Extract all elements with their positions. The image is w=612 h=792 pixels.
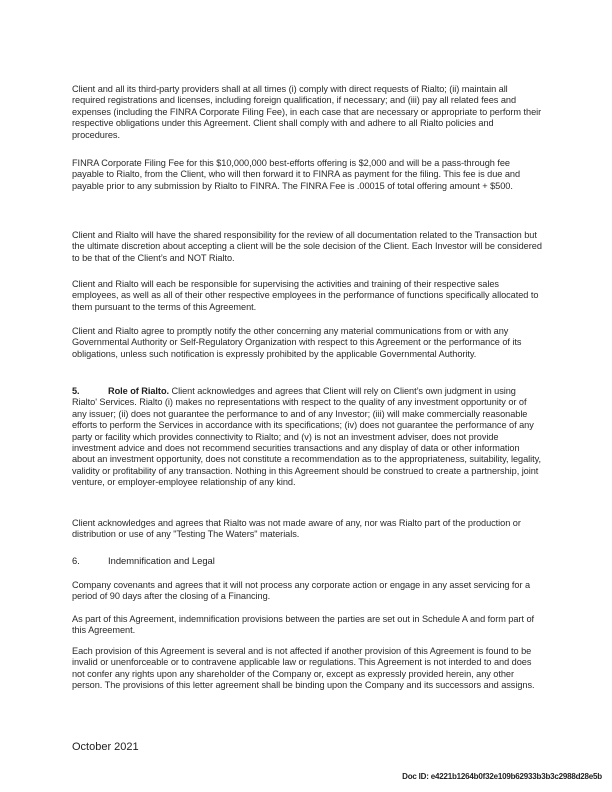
paragraph-indemnification-schedule: As part of this Agreement, indemnification provisions between the parties are set out in Schedule A and form part of this Agreement. xyxy=(72,614,535,636)
paragraph-severability: Each provision of this Agreement is several and is not affected if another provision of this Agreement is found to be invalid or unenforceable or to contravene applicable law or regulations. This Agreement is not interded to and does not confer any rights upon any shareholder of the Company or, except as expressly provided herein, any other person. The provisions of this letter agreement shall be binding upon the Company and its successors and assigns. xyxy=(72,646,535,691)
section-6-title: Indemnification and Legal xyxy=(108,555,215,566)
section-5-title: Role of Rialto. xyxy=(108,386,170,396)
paragraph-company-covenants: Company covenants and agrees that it will not process any corporate action or engage in any asset servicing for a period of 90 days after the closing of a Financing. xyxy=(72,580,531,602)
paragraph-third-party-providers: Client and all its third-party providers shall at all times (i) comply with direct requests of Rialto; (ii) maintain all required registrations and licenses, including foreign qualification, if necessary; and (iii) pay all related fees and expenses (including the FINRA Corporate Filing Fee), in each case that are necessary or appropriate to perform their respective obligations under this Agreement. Client shall comply with and adhere to all Rialto policies and procedures. xyxy=(72,84,542,140)
paragraph-supervising: Client and Rialto will each be responsible for supervising the activities and training of their respective sales employees, as well as all of their other respective employees in the performance of functions specifically allocated to them pursuant to the terms of this Agreement. xyxy=(72,279,539,312)
section-5-body: Client acknowledges and agrees that Client will rely on Client’s own judgment in using Rialto' Services. Rialto (i) makes no representations with respect to the quality of any investment opportunity or of any issuer; (ii) does not guarantee the performance to and of any Investor; (iii) will make commercially reasonable efforts to perform the Services in accordance with its specifications; (iv) does not guarantee the performance of any party or facility which provides connectivity to Rialto; and (v) is not an investment adviser, does not provide investment advice and does not recommend securities transactions and any display of data or other information about an investment opportunity, does not constitute a recommendation as to the appropriateness, suitability, legality, validity or profitability of any transaction. Nothing in this Agreement should be construed to create a partnership, joint venture, or employer-employee relationship of any kind. xyxy=(72,386,542,488)
paragraph-shared-responsibility: Client and Rialto will have the shared responsibility for the review of all documentation related to the Transaction but the ultimate discretion about accepting a client will be the sole decision of the Client. Each Investor will be considered to be that of the Client’s and NOT Rialto. xyxy=(72,230,542,263)
section-6-heading xyxy=(72,555,215,566)
section-6-number: 6. xyxy=(72,555,80,566)
paragraph-notify: Client and Rialto agree to promptly notify the other concerning any material communications from or with any Governmental Authority or Self-Regulatory Organization with respect to this Agreement or the performance of its obligations, unless such notification is expressly prohibited by the applicable Governmental Authority. xyxy=(72,326,522,359)
section-5-role-of-rialto xyxy=(72,386,542,489)
paragraph-testing-the-waters: Client acknowledges and agrees that Rialto was not made aware of any, nor was Rialto part of the production or distribution or use of any "Testing The Waters" materials. xyxy=(72,518,521,540)
section-5-number: 5. xyxy=(72,386,80,396)
paragraph-finra-fee: FINRA Corporate Filing Fee for this $10,000,000 best-efforts offering is $2,000 and will be a pass-through fee payable to Rialto, from the Client, who will then forward it to FINRA as payment for the filing. This fee is due and payable prior to any submission by Rialto to FINRA. The FINRA Fee is .00015 of total offering amount + $500. xyxy=(72,158,521,191)
footer-date: October 2021 xyxy=(72,741,139,753)
doc-id: Doc ID: e4221b1264b0f32e109b62933b3b3c2988d28e5b xyxy=(402,772,602,781)
